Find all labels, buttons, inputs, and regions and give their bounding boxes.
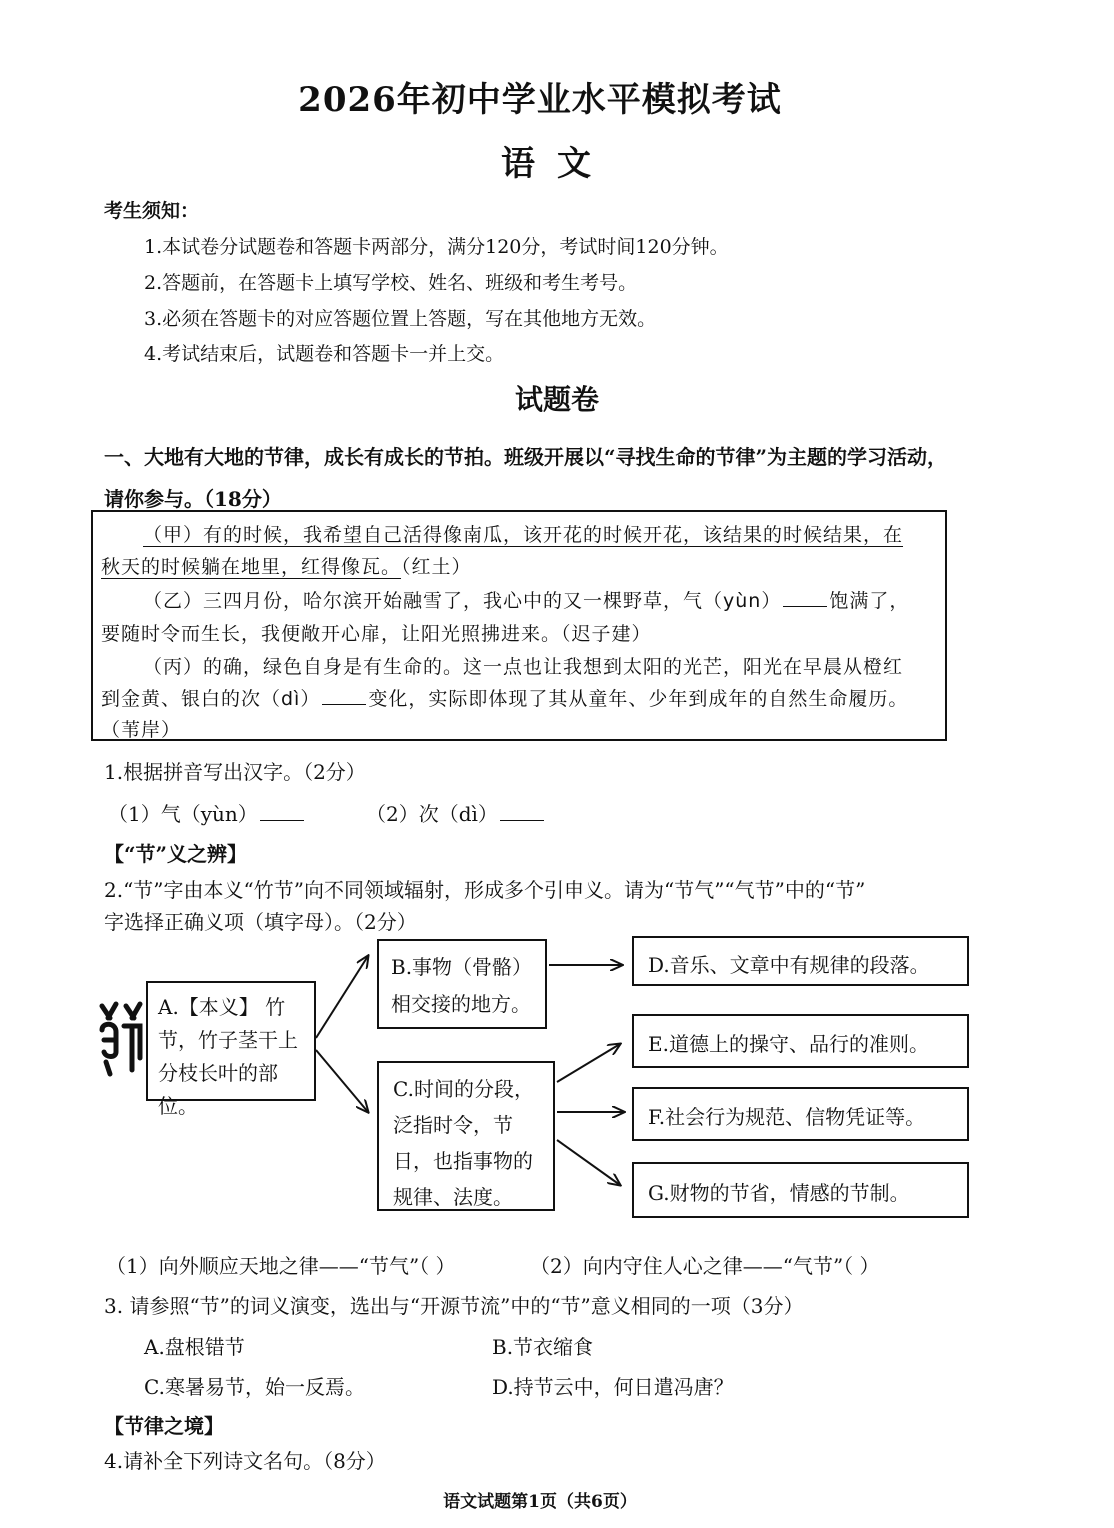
passage-yi-line2: 要随时令而生长，我便敞开心扉，让阳光照拂进来。（迟子建） bbox=[101, 623, 652, 645]
page-footer: 语文试题第1页（共6页） bbox=[443, 1492, 637, 1512]
meaning-c-line4: 规律、法度。 bbox=[393, 1185, 513, 1209]
q1-part2-label: （2）次（dì） bbox=[366, 802, 498, 826]
q2-stem-line1: 2.“节”字由本义“竹节”向不同领域辐射，形成多个引申义。请为“节气”“气节”中的“节” bbox=[104, 878, 866, 902]
passage-jia-text2: 秋天的时候躺在地里，红得像瓦。 bbox=[101, 556, 402, 578]
meaning-c-line2: 泛指时令，节 bbox=[393, 1113, 513, 1137]
passage-yi-text1b: 饱满了， bbox=[829, 590, 910, 612]
meaning-f-text: F.社会行为规范、信物凭证等。 bbox=[648, 1105, 926, 1129]
q1-stem: 1.根据拼音写出汉字。（2分） bbox=[104, 760, 366, 784]
notice-item-2: 2.答题前，在答题卡上填写学校、姓名、班级和考生考号。 bbox=[144, 272, 638, 294]
arrow-a-to-b bbox=[316, 956, 368, 1038]
passage-bing-line3: （苇岸） bbox=[101, 719, 182, 741]
subject-title: 语文 bbox=[501, 144, 613, 184]
q2-part1: （1）向外顺应天地之律——“节气”（ ） bbox=[106, 1254, 456, 1278]
q2-stem-line2: 字选择正确义项（填字母）。（2分） bbox=[104, 910, 417, 934]
q4-stem: 4.请补全下列诗文名句。（8分） bbox=[104, 1449, 386, 1473]
section1-intro-line2: 请你参与。（18分） bbox=[104, 487, 282, 511]
subsection-jie-meaning: 【“节”义之辨】 bbox=[104, 842, 248, 866]
meaning-a-line1: A.【本义】 竹 bbox=[158, 995, 286, 1019]
q3-option-a[interactable]: A.盘根错节 bbox=[144, 1335, 245, 1359]
meaning-b-line2: 相交接的地方。 bbox=[391, 992, 531, 1016]
passage-bing-text2a: 到金黄、银白的次（dì） bbox=[101, 688, 321, 710]
q3-option-b[interactable]: B.节衣缩食 bbox=[492, 1335, 594, 1359]
subsection-rhythm-realm: 【节律之境】 bbox=[104, 1414, 224, 1438]
notice-item-4: 4.考试结束后，试题卷和答题卡一并上交。 bbox=[144, 343, 505, 365]
meaning-g-text: G.财物的节省，情感的节制。 bbox=[648, 1181, 910, 1205]
q3-stem: 3. 请参照“节”的词义演变，选出与“开源节流”中的“节”意义相同的一项（3分） bbox=[104, 1294, 804, 1318]
notice-heading: 考生须知： bbox=[104, 200, 200, 222]
section1-intro-line1: 一、大地有大地的节律，成长有成长的节拍。班级开展以“寻找生命的节律”为主题的学习活动， bbox=[104, 445, 948, 469]
passage-jia-source: （红土） bbox=[401, 556, 472, 578]
notice-item-3: 3.必须在答题卡的对应答题位置上答题，写在其他地方无效。 bbox=[144, 308, 657, 330]
arrow-a-to-c bbox=[316, 1050, 368, 1112]
notice-item-1: 1.本试卷分试题卷和答题卡两部分，满分120分，考试时间120分钟。 bbox=[144, 236, 729, 258]
meaning-b-line1: B.事物（骨骼） bbox=[391, 955, 533, 979]
exam-title: 2026年初中学业水平模拟考试 bbox=[298, 80, 782, 120]
meaning-e-text: E.道德上的操守、品行的准则。 bbox=[648, 1032, 929, 1056]
meaning-d-text: D.音乐、文章中有规律的段落。 bbox=[648, 953, 930, 977]
q2-part2: （2）向内守住人心之律——“气节”（ ） bbox=[530, 1254, 880, 1278]
meaning-a-line2: 节，竹子茎干上 bbox=[158, 1028, 298, 1052]
q1-part1-label: （1）气（yùn） bbox=[108, 802, 258, 826]
q3-option-c[interactable]: C.寒暑易节，始一反焉。 bbox=[144, 1375, 365, 1399]
passage-jia-text1: （甲）有的时候，我希望自己活得像南瓜，该开花的时候开花，该结果的时候结果，在 bbox=[143, 524, 904, 546]
passage-bing-line1: （丙）的确，绿色自身是有生命的。这一点也让我想到太阳的光芒，阳光在早晨从橙红 bbox=[143, 656, 904, 678]
paper-heading: 试题卷 bbox=[514, 383, 599, 416]
meaning-c-line3: 日，也指事物的 bbox=[393, 1149, 533, 1173]
passage-bing-text2b: 变化，实际即体现了其从童年、少年到成年的自然生命履历。 bbox=[368, 688, 909, 710]
passage-yi-text1a: （乙）三四月份，哈尔滨开始融雪了，我心中的又一棵野草，气（yùn） bbox=[143, 590, 782, 612]
meaning-c-line1: C.时间的分段， bbox=[393, 1077, 534, 1101]
meaning-a-line4: 位。 bbox=[158, 1094, 198, 1118]
arrow-c-to-g bbox=[557, 1140, 620, 1185]
arrow-c-to-e bbox=[557, 1044, 620, 1082]
meaning-a-line3: 分枝长叶的部 bbox=[158, 1061, 278, 1085]
q3-option-d[interactable]: D.持节云中，何日遣冯唐？ bbox=[492, 1375, 734, 1399]
